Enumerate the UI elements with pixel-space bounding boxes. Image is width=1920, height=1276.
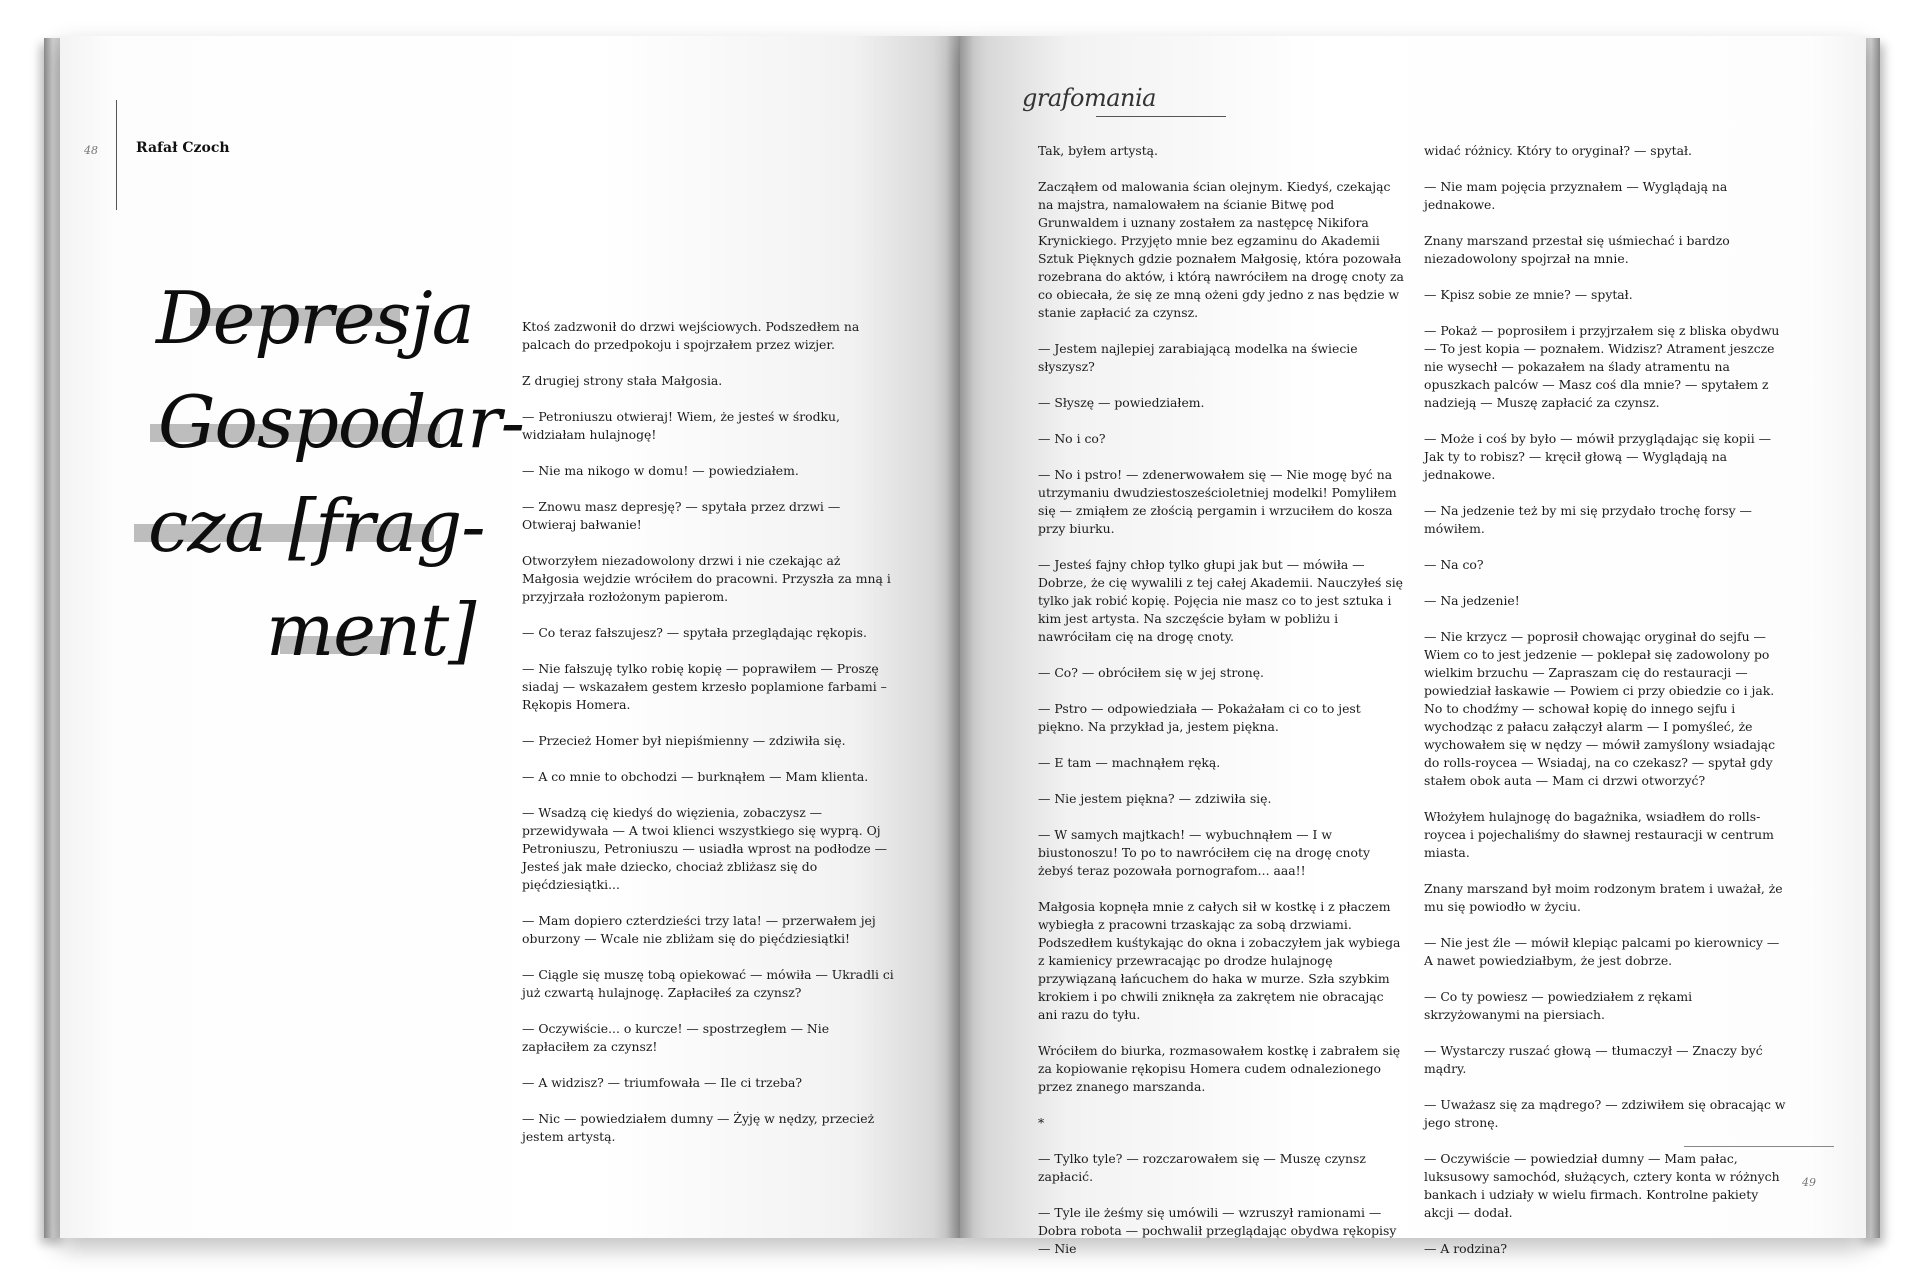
paragraph: Znany marszand był moim rodzonym bratem i uważał, że mu się powiodło w życiu. — [1424, 881, 1783, 914]
paragraph: — A widzisz? — triumfowała — Ile ci trzeba? — [522, 1075, 803, 1090]
paragraph: — Nic — powiedziałem dumny — Żyję w nędzy, przecież jestem artystą. — [522, 1111, 875, 1144]
paragraph: — Kpisz sobie ze mnie? — spytał. — [1424, 287, 1633, 302]
paragraph: Otworzyłem niezadowolony drzwi i nie czekając aż Małgosia wejdzie wróciłem do pracowni. Przyszła za mną i przyjrzała rozłożonym papierom. — [522, 553, 891, 604]
article-title — [148, 266, 525, 682]
paragraph: — A co mnie to obchodzi — burknąłem — Mam klienta. — [522, 769, 869, 784]
title-line: Depresja — [156, 276, 474, 360]
paragraph: Włożyłem hulajnogę do bagażnika, wsiadłem do rolls-roycea i pojechaliśmy do sławnej restauracji w centrum miasta. — [1424, 809, 1774, 860]
paragraph: Znany marszand przestał się uśmiechać i bardzo niezadowolony spojrzał na mnie. — [1424, 233, 1730, 266]
right-page-number: 49 — [1802, 1176, 1816, 1189]
paragraph: Zacząłem od malowania ścian olejnym. Kiedyś, czekając na majstra, namalowałem na ścianie Bitwę pod Grunwaldem i uznany zostałem za następcę Nikifora Krynickiego. Przyjęto mnie bez egzaminu do Akademii Sztuk Pięknych gdzie poznałem Małgosię, która pozowała rozebrana do aktów, i którą nawróciłem na drogę cnoty za co obiecała, że się ze mną ożeni gdy jedno z nas będzie w stanie zapłacić za czynsz. — [1038, 179, 1404, 320]
paragraph: — Pstro — odpowiedziała — Pokażałam ci co to jest piękno. Na przykład ja, jestem piękna. — [1038, 701, 1361, 734]
logo-text: grafomania — [1022, 84, 1156, 112]
paragraph: — Wystarczy ruszać głową — tłumaczył — Znaczy być mądry. — [1424, 1043, 1763, 1076]
footer-rule — [1684, 1146, 1834, 1147]
paragraph: — Pokaż — poprosiłem i przyjrzałem się z bliska obydwu — To jest kopia — poznałem. Widzisz? Atrament jeszcze nie wysechł — pokazałem na ślady atramentu na opuszkach palców — Masz coś dla mnie? — spytałem z nadzieją — Muszę zapłacić za czynsz. — [1424, 323, 1780, 410]
paragraph: — Nie fałszuję tylko robię kopię — poprawiłem — Proszę siadaj — wskazałem gestem krzesło poplamione farbami – Rękopis Homera. — [522, 661, 887, 712]
paragraph: — Tyle ile żeśmy się umówili — wzruszył ramionami — Dobra robota — pochwalił przeglądając obydwa rękopisy — Nie — [1038, 1205, 1397, 1256]
paragraph: — Uważasz się za mądrego? — zdziwiłem się obracając w jego stronę. — [1424, 1097, 1786, 1130]
magazine-logo — [1016, 76, 1216, 126]
paragraph: — Nie jest źle — mówił klepiąc palcami po kierownicy — A nawet powiedziałbym, że jest dobrze. — [1424, 935, 1780, 968]
paragraph: Małgosia kopnęła mnie z całych sił w kostkę i z płaczem wybiegła z pracowni trzaskając za sobą drzwiami. Podszedłem kuśtykając do okna i zobaczyłem jak wybiega z kamienicy przewracając po drodze hulajnogę przywiązaną łańcuchem do haka w murze. Szła szybkim krokiem i po chwili zniknęła za zakrętem nie obracając ani razu do tyłu. — [1038, 899, 1401, 1022]
paragraph: — Znowu masz depresję? — spytała przez drzwi — Otwieraj bałwanie! — [522, 499, 841, 532]
header-divider — [116, 100, 117, 210]
paragraph: — Słyszę — powiedziałem. — [1038, 395, 1205, 410]
title-line: cza [frag- — [156, 474, 496, 578]
title-line: Gospodar- — [156, 370, 496, 474]
paragraph: — Wsadzą cię kiedyś do więzienia, zobaczysz — przewidywała — A twoi klienci wszystkiego się wyprą. Oj Petroniuszu, Petroniuszu — usiadła wprost na podłodze — Jesteś jak małe dziecko, chociaż zbliżasz się do pięćdziesiątki... — [522, 805, 888, 892]
paragraph: — Nie mam pojęcia przyznałem — Wyglądają na jednakowe. — [1424, 179, 1728, 212]
paragraph: — Może i coś by było — mówił przyglądając się kopii — Jak ty to robisz? — kręcił głową — Wyglądają na jednakowe. — [1424, 431, 1771, 482]
paragraph: — Przecież Homer był niepiśmienny — zdziwiła się. — [522, 733, 846, 748]
paragraph: — Jestem najlepiej zarabiającą modelka na świecie słyszysz? — [1038, 341, 1358, 374]
paragraph: Z drugiej strony stała Małgosia. — [522, 373, 723, 388]
paragraph: — Tylko tyle? — rozczarowałem się — Muszę czynsz zapłacić. — [1038, 1151, 1366, 1184]
paragraph: — Nie krzycz — poprosił chowając oryginał do sejfu — Wiem co to jest jedzenie — poklepał się zadowolony po wielkim brzuchu — Zapraszam cię do restauracji — powiedział łaskawie — Powiem ci przy obiedzie co i jak. No to chodźmy — schował kopię do innego sejfu i wychodząc z pałacu załączył alarm — I pomyśleć, że wychowałem się w nędzy — mówił zamyślony wsiadając do rolls-roycea — Wsiadaj, na co czekasz? — spytał gdy stałem obok auta — Mam ci drzwi otworzyć? — [1424, 629, 1776, 788]
left-page — [60, 36, 960, 1238]
paragraph: — Co teraz fałszujesz? — spytała przeglądając rękopis. — [522, 625, 867, 640]
paragraph: — Petroniuszu otwieraj! Wiem, że jesteś w środku, widziałam hulajnogę! — [522, 409, 840, 442]
right-text-column-2 — [1424, 142, 1790, 1276]
paragraph: — Nie jestem piękna? — zdziwiła się. — [1038, 791, 1272, 806]
paragraph: — E tam — machnąłem ręką. — [1038, 755, 1221, 770]
paragraph: — Nie ma nikogo w domu! — powiedziałem. — [522, 463, 799, 478]
logo-underline — [1096, 116, 1226, 117]
paragraph: — Na jedzenie! — [1424, 593, 1520, 608]
author-name: Rafał Czoch — [136, 140, 230, 156]
paragraph: — No i co? — [1038, 431, 1106, 446]
paragraph: — Co? — obróciłem się w jej stronę. — [1038, 665, 1264, 680]
paragraph: Wróciłem do biurka, rozmasowałem kostkę i zabrałem się za kopiowanie rękopisu Homera cudem odnalezionego przez znanego marszanda. — [1038, 1043, 1401, 1094]
left-text-column — [522, 318, 896, 1164]
right-page — [960, 36, 1866, 1256]
paragraph: — Oczywiście — powiedział dumny — Mam pałac, luksusowy samochód, służących, cztery konta w różnych bankach i udziały w wielu firmach. Kontrolne pakiety akcji — dodał. — [1424, 1151, 1780, 1220]
paragraph: — Na co? — [1424, 557, 1484, 572]
paragraph: — Ciągle się muszę tobą opiekować — mówiła — Ukradli ci już czwartą hulajnogę. Zapłaciłeś za czynsz? — [522, 967, 894, 1000]
paragraph: — Mam dopiero czterdzieści trzy lata! — przerwałem jej oburzony — Wcale nie zbliżam się do pięćdziesiątki! — [522, 913, 876, 946]
paragraph: — Co ty powiesz — powiedziałem z rękami skrzyżowanymi na piersiach. — [1424, 989, 1693, 1022]
paragraph: widać różnicy. Który to oryginał? — spytał. — [1424, 143, 1692, 158]
paragraph: — No i pstro! — zdenerwowałem się — Nie mogę być na utrzymaniu dwudziestosześcioletniej modelki! Pomyliłem się — zmiąłem ze złością pergamin i wrzuciłem do kosza przy biurku. — [1038, 467, 1397, 536]
paragraph: — A rodzina? — [1424, 1241, 1508, 1256]
paragraph: — Oczywiście... o kurcze! — spostrzegłem — Nie zapłaciłem za czynsz! — [522, 1021, 830, 1054]
paragraph: — Jesteś fajny chłop tylko głupi jak but — mówiła — Dobrze, że cię wywalili z tej całej Akademii. Nauczyłeś się tylko jak robić kopię. Pojęcia nie masz co to jest sztuka i kim jest artysta. Na szczęście byłam w pobliżu i nawróciłam cię na drogę cnoty. — [1038, 557, 1404, 644]
title-line: ment] — [266, 588, 476, 672]
paragraph: Tak, byłem artystą. — [1038, 143, 1158, 158]
section-break: * — [1038, 1115, 1045, 1130]
paragraph: — W samych majtkach! — wybuchnąłem — I w biustonoszu! To po to nawróciłem cię na drogę cnoty żebyś teraz pozowała pornografom... aaa!! — [1038, 827, 1370, 878]
paragraph: Ktoś zadzwonił do drzwi wejściowych. Podszedłem na palcach do przedpokoju i spojrzałem przez wizjer. — [522, 319, 860, 352]
paragraph: — Na jedzenie też by mi się przydało trochę forsy — mówiłem. — [1424, 503, 1752, 536]
right-text-column-1 — [1038, 142, 1404, 1276]
left-page-number: 48 — [84, 144, 98, 157]
